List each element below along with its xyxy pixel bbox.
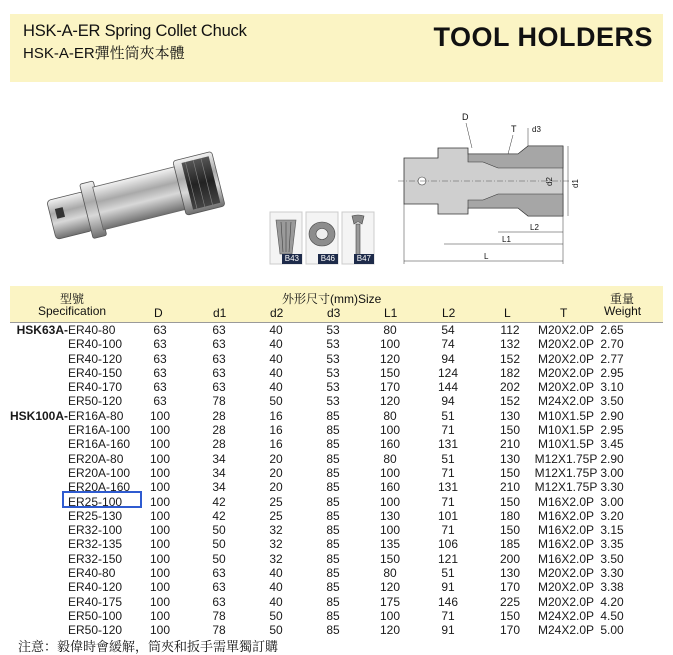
accessory-tag: B46: [318, 254, 338, 264]
accessory-collet: [270, 212, 302, 264]
table-cell: 85: [326, 523, 340, 538]
table-cell: 40: [269, 337, 283, 352]
table-cell: 132: [499, 337, 521, 352]
table-cell: 100: [149, 608, 171, 623]
table-cell: 150: [499, 523, 521, 538]
table-cell: 100: [149, 566, 171, 581]
table-cell: 5.00: [600, 623, 624, 638]
table-cell: 150: [499, 608, 521, 623]
table-cell: 120: [379, 580, 401, 595]
product-title-en: HSK-A-ER Spring Collet Chuck: [23, 22, 247, 40]
table-cell: 120: [379, 351, 401, 366]
table-cell: 121: [437, 551, 459, 566]
table-cell: 135: [379, 537, 401, 552]
table-cell: 50: [269, 394, 283, 409]
table-cell: 78: [212, 623, 226, 638]
table-cell: 80: [383, 408, 397, 423]
table-cell: M20X2.0P: [537, 380, 595, 395]
table-cell: 63: [153, 394, 167, 409]
table-row: [10, 566, 663, 580]
table-cell: 71: [441, 523, 455, 538]
table-cell: 40: [269, 594, 283, 609]
table-cell: M16X2.0P: [537, 551, 595, 566]
model-cell: ER40-150: [68, 365, 123, 380]
table-cell: 160: [379, 480, 401, 495]
table-row: [10, 466, 663, 480]
table-cell: 40: [269, 580, 283, 595]
table-cell: 100: [149, 408, 171, 423]
table-cell: 101: [437, 508, 459, 523]
table-cell: 32: [269, 523, 283, 538]
table-cell: 2.90: [600, 408, 624, 423]
table-row: [10, 609, 663, 623]
table-cell: 63: [153, 323, 167, 337]
table-cell: 34: [212, 451, 226, 466]
table-cell: 100: [379, 337, 401, 352]
table-row: [10, 437, 663, 451]
table-row: [10, 366, 663, 380]
accessory-tag: B43: [282, 254, 302, 264]
table-cell: 100: [149, 623, 171, 638]
table-cell: 63: [212, 380, 226, 395]
table-cell: 85: [326, 494, 340, 509]
table-cell: 63: [212, 365, 226, 380]
table-cell: 51: [441, 451, 455, 466]
table-cell: 53: [326, 365, 340, 380]
table-cell: 100: [149, 480, 171, 495]
table-cell: 100: [149, 437, 171, 452]
table-cell: 100: [379, 608, 401, 623]
table-cell: 63: [153, 351, 167, 366]
col-header-d2: d2: [270, 306, 284, 320]
table-cell: 170: [499, 580, 521, 595]
table-cell: 170: [499, 623, 521, 638]
table-cell: 40: [269, 380, 283, 395]
table-cell: 150: [379, 365, 401, 380]
table-cell: 85: [326, 480, 340, 495]
col-header-d3: d3: [327, 306, 341, 320]
model-cell: ER40-80: [68, 323, 116, 337]
table-cell: 71: [441, 608, 455, 623]
table-cell: 63: [212, 351, 226, 366]
table-cell: 85: [326, 566, 340, 581]
model-cell: ER32-135: [68, 537, 123, 552]
product-photo: [40, 140, 240, 250]
label-L1: L1: [502, 235, 511, 244]
table-cell: 131: [437, 480, 459, 495]
table-cell: 34: [212, 465, 226, 480]
col-header-d1: d1: [213, 306, 227, 320]
col-header-D: D: [154, 306, 163, 320]
accessory-tag: B47: [354, 254, 374, 264]
table-cell: 160: [379, 437, 401, 452]
model-cell: ER50-100: [68, 608, 123, 623]
technical-drawing: [398, 108, 578, 268]
table-cell: 28: [212, 423, 226, 438]
table-cell: 100: [149, 494, 171, 509]
table-cell: 100: [379, 523, 401, 538]
table-cell: 78: [212, 608, 226, 623]
table-row: [10, 409, 663, 423]
table-cell: 131: [437, 437, 459, 452]
table-cell: 100: [149, 508, 171, 523]
table-cell: 152: [499, 394, 521, 409]
table-cell: 40: [269, 323, 283, 337]
table-cell: 91: [441, 580, 455, 595]
table-cell: 3.50: [600, 551, 624, 566]
table-cell: 144: [437, 380, 459, 395]
table-cell: 91: [441, 623, 455, 638]
table-row: [10, 595, 663, 609]
table-cell: 2.90: [600, 451, 624, 466]
table-cell: 94: [441, 394, 455, 409]
weight-header-zh: 重量: [610, 292, 635, 306]
table-cell: 120: [379, 394, 401, 409]
table-cell: 63: [153, 337, 167, 352]
table-cell: 4.20: [600, 594, 624, 609]
model-cell: ER50-120: [68, 623, 123, 638]
table-cell: 94: [441, 351, 455, 366]
table-cell: 32: [269, 537, 283, 552]
table-cell: 20: [269, 480, 283, 495]
table-cell: 71: [441, 494, 455, 509]
model-cell: ER16A-160: [68, 437, 131, 452]
product-title-zh: HSK-A-ER彈性筒夾本體: [23, 45, 185, 62]
model-cell: ER20A-100: [68, 465, 131, 480]
table-cell: 16: [269, 423, 283, 438]
label-D: D: [462, 112, 469, 122]
table-cell: 53: [326, 394, 340, 409]
table-row: [10, 509, 663, 523]
table-cell: 16: [269, 408, 283, 423]
table-cell: 130: [499, 566, 521, 581]
table-cell: 71: [441, 423, 455, 438]
table-cell: 124: [437, 365, 459, 380]
table-cell: 182: [499, 365, 521, 380]
table-cell: 185: [499, 537, 521, 552]
table-cell: 80: [383, 323, 397, 337]
table-row: [10, 380, 663, 394]
table-cell: M20X2.0P: [537, 323, 595, 337]
table-cell: 63: [212, 566, 226, 581]
table-row: [10, 337, 663, 351]
table-cell: 34: [212, 480, 226, 495]
col-header-T: T: [560, 306, 568, 320]
table-cell: 3.30: [600, 480, 624, 495]
table-cell: M20X2.0P: [537, 337, 595, 352]
table-cell: 3.38: [600, 580, 624, 595]
model-cell: ER40-100: [68, 337, 123, 352]
model-cell: ER20A-80: [68, 451, 124, 466]
table-cell: 28: [212, 437, 226, 452]
label-d2: d2: [545, 177, 554, 186]
table-cell: 63: [212, 580, 226, 595]
table-row: [10, 423, 663, 437]
table-cell: 25: [269, 494, 283, 509]
table-cell: 2.95: [600, 423, 624, 438]
table-row: [10, 552, 663, 566]
table-row: [10, 394, 663, 408]
label-L: L: [484, 252, 489, 261]
table-cell: 54: [441, 323, 455, 337]
table-cell: 85: [326, 594, 340, 609]
table-cell: 50: [212, 551, 226, 566]
table-cell: 50: [269, 608, 283, 623]
table-cell: 175: [379, 594, 401, 609]
table-cell: 3.15: [600, 523, 624, 538]
table-cell: 85: [326, 451, 340, 466]
dimension-group-header: 外形尺寸(mm)Size: [282, 292, 382, 306]
table-cell: 40: [269, 566, 283, 581]
table-cell: 210: [499, 437, 521, 452]
table-cell: 2.70: [600, 337, 624, 352]
table-cell: M20X2.0P: [537, 594, 595, 609]
label-d3: d3: [532, 125, 541, 134]
table-cell: 63: [212, 594, 226, 609]
table-cell: 130: [379, 508, 401, 523]
table-cell: M24X2.0P: [537, 608, 595, 623]
header-band: [10, 14, 663, 82]
table-row: [10, 523, 663, 537]
table-cell: 51: [441, 566, 455, 581]
spec-table: [10, 286, 663, 638]
table-cell: 85: [326, 608, 340, 623]
group-label: HSK63A-: [16, 323, 68, 337]
table-cell: 20: [269, 465, 283, 480]
table-cell: 100: [149, 465, 171, 480]
table-cell: M24X2.0P: [537, 623, 595, 638]
table-cell: 130: [499, 451, 521, 466]
table-cell: 78: [212, 394, 226, 409]
col-header-L1: L1: [384, 306, 398, 320]
table-cell: 225: [499, 594, 521, 609]
table-cell: M12X1.75P: [534, 480, 598, 495]
table-row: [10, 323, 663, 337]
table-cell: M16X2.0P: [537, 494, 595, 509]
table-cell: 50: [212, 523, 226, 538]
table-cell: 85: [326, 437, 340, 452]
table-cell: 51: [441, 408, 455, 423]
table-cell: 32: [269, 551, 283, 566]
table-cell: 42: [212, 508, 226, 523]
weight-header-en: Weight: [604, 304, 642, 318]
table-cell: M20X2.0P: [537, 566, 595, 581]
table-cell: 2.65: [600, 323, 624, 337]
table-cell: 150: [499, 423, 521, 438]
table-cell: 100: [149, 537, 171, 552]
table-cell: 3.10: [600, 380, 624, 395]
table-cell: 20: [269, 451, 283, 466]
table-cell: 3.50: [600, 394, 624, 409]
model-cell: ER16A-80: [68, 408, 124, 423]
table-cell: M10X1.5P: [537, 408, 595, 423]
table-cell: M12X1.75P: [534, 465, 598, 480]
table-cell: 120: [379, 623, 401, 638]
table-cell: 53: [326, 323, 340, 337]
table-cell: 53: [326, 351, 340, 366]
label-T: T: [511, 124, 517, 134]
table-cell: 53: [326, 380, 340, 395]
table-cell: 85: [326, 551, 340, 566]
table-body: [10, 323, 663, 638]
table-cell: 152: [499, 351, 521, 366]
table-cell: 100: [379, 465, 401, 480]
table-cell: 50: [269, 623, 283, 638]
table-cell: 85: [326, 580, 340, 595]
table-cell: M16X2.0P: [537, 523, 595, 538]
label-d1: d1: [571, 179, 580, 188]
table-cell: 16: [269, 437, 283, 452]
table-cell: 63: [153, 365, 167, 380]
spec-header-zh: 型號: [60, 292, 85, 306]
model-cell: ER20A-160: [68, 480, 131, 495]
table-cell: 25: [269, 508, 283, 523]
table-cell: 3.35: [600, 537, 624, 552]
table-cell: 42: [212, 494, 226, 509]
table-cell: 53: [326, 337, 340, 352]
col-header-L2: L2: [442, 306, 456, 320]
accessory-wrench: [342, 212, 374, 264]
table-cell: 74: [441, 337, 455, 352]
selected-row-highlight: [62, 491, 142, 508]
table-cell: 4.50: [600, 608, 624, 623]
table-cell: 3.30: [600, 566, 624, 581]
table-cell: 100: [149, 551, 171, 566]
table-cell: 28: [212, 408, 226, 423]
table-header: [10, 286, 663, 323]
table-cell: 100: [149, 523, 171, 538]
table-cell: 150: [379, 551, 401, 566]
table-cell: M16X2.0P: [537, 508, 595, 523]
table-cell: M20X2.0P: [537, 351, 595, 366]
model-cell: ER32-100: [68, 523, 123, 538]
table-cell: 80: [383, 451, 397, 466]
table-row: [10, 580, 663, 594]
model-cell: ER40-170: [68, 380, 123, 395]
table-cell: 202: [499, 380, 521, 395]
table-cell: M10X1.5P: [537, 437, 595, 452]
table-cell: 71: [441, 465, 455, 480]
table-cell: 146: [437, 594, 459, 609]
model-cell: ER40-120: [68, 351, 123, 366]
table-cell: 63: [153, 380, 167, 395]
table-cell: 63: [212, 323, 226, 337]
table-row: [10, 537, 663, 551]
table-cell: 85: [326, 423, 340, 438]
table-cell: 2.77: [600, 351, 624, 366]
table-cell: 63: [212, 337, 226, 352]
model-cell: ER16A-100: [68, 423, 131, 438]
table-cell: M20X2.0P: [537, 580, 595, 595]
table-row: [10, 452, 663, 466]
table-cell: 3.20: [600, 508, 624, 523]
table-cell: M12X1.75P: [534, 451, 598, 466]
table-cell: 3.00: [600, 465, 624, 480]
table-cell: 112: [500, 323, 520, 337]
section-brand-title: TOOL HOLDERS: [433, 22, 653, 52]
table-cell: 100: [149, 423, 171, 438]
table-cell: 100: [149, 451, 171, 466]
table-cell: 2.95: [600, 365, 624, 380]
table-cell: 100: [149, 580, 171, 595]
table-cell: 180: [499, 508, 521, 523]
table-cell: 210: [499, 480, 521, 495]
table-row: [10, 352, 663, 366]
table-cell: 3.45: [600, 437, 624, 452]
table-cell: 85: [326, 508, 340, 523]
table-cell: M24X2.0P: [537, 394, 595, 409]
model-cell: ER25-130: [68, 508, 123, 523]
model-cell: ER40-175: [68, 594, 123, 609]
table-cell: 85: [326, 465, 340, 480]
table-cell: M10X1.5P: [537, 423, 595, 438]
model-cell: ER32-150: [68, 551, 123, 566]
table-cell: 150: [499, 465, 521, 480]
table-cell: 40: [269, 351, 283, 366]
spec-header-en: Specification: [38, 304, 107, 318]
model-cell: ER50-120: [68, 394, 123, 409]
table-cell: 200: [499, 551, 521, 566]
group-label: HSK100A-: [10, 408, 69, 423]
accessory-nut: [306, 212, 338, 264]
table-cell: 100: [379, 423, 401, 438]
table-cell: 85: [326, 408, 340, 423]
model-cell: ER25-100: [68, 494, 123, 509]
table-cell: 150: [499, 494, 521, 509]
table-cell: 106: [437, 537, 459, 552]
table-cell: 50: [212, 537, 226, 552]
table-cell: M16X2.0P: [537, 537, 595, 552]
table-cell: M20X2.0P: [537, 365, 595, 380]
table-cell: 3.00: [600, 494, 624, 509]
label-L2: L2: [530, 223, 539, 232]
model-cell: ER40-80: [68, 566, 116, 581]
col-header-L: L: [504, 306, 511, 320]
model-cell: ER40-120: [68, 580, 123, 595]
table-cell: 130: [499, 408, 521, 423]
table-cell: 170: [379, 380, 401, 395]
table-cell: 40: [269, 365, 283, 380]
table-cell: 80: [383, 566, 397, 581]
table-cell: 85: [326, 623, 340, 638]
table-cell: 100: [149, 594, 171, 609]
table-cell: 85: [326, 537, 340, 552]
footnote: 注意：毅偉時會緩解，筒夾和扳手需單獨訂購: [18, 639, 279, 654]
table-cell: 100: [379, 494, 401, 509]
